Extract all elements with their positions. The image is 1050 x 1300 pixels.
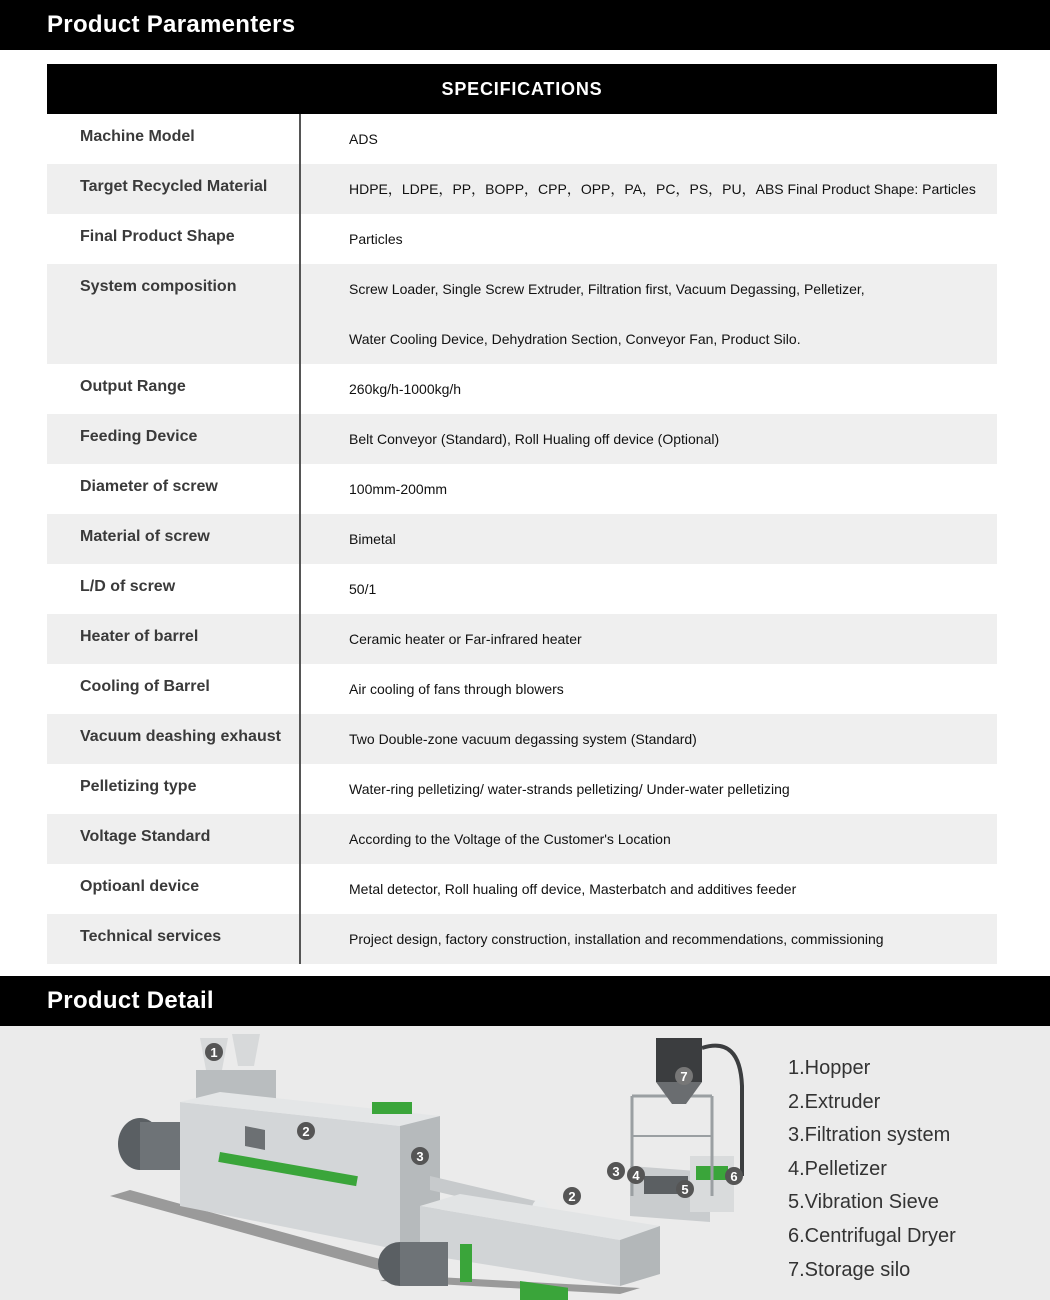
marker-3b-label: 3 <box>612 1164 620 1179</box>
spec-value <box>301 564 997 614</box>
spec-value-line: Bimetal <box>349 531 396 547</box>
legend-item: 3.Filtration system <box>788 1124 951 1147</box>
legend-item: 2.Extruder <box>788 1090 881 1113</box>
spec-label: Technical services <box>47 914 301 964</box>
spec-value-line: Two Double-zone vacuum degassing system (Standard) <box>349 731 697 747</box>
spec-label: Output Range <box>47 364 301 414</box>
spec-label: Machine Model <box>47 114 301 164</box>
spec-value-line: Screw Loader, Single Screw Extruder, Filtration first, Vacuum Degassing, Pelletizer, <box>349 281 865 297</box>
product-detail-title: Product Detail <box>47 987 214 1014</box>
spec-value-line: Water-ring pelletizing/ water-strands pelletizing/ Under-water pelletizing <box>349 781 790 797</box>
spec-row-material-of-screw <box>47 514 997 564</box>
spec-value-line: Ceramic heater or Far-infrared heater <box>349 631 582 647</box>
spec-row-ld-of-screw <box>47 564 997 614</box>
spec-value-line: Particles <box>349 231 403 247</box>
spec-row-diameter-of-screw <box>47 464 997 514</box>
spec-value-line: Metal detector, Roll hualing off device, Masterbatch and additives feeder <box>349 881 797 897</box>
spec-label: Material of screw <box>47 514 301 564</box>
spec-value <box>301 514 997 564</box>
marker-4-label: 4 <box>632 1168 640 1183</box>
spec-value-line: 50/1 <box>349 581 377 597</box>
spec-value-line: Belt Conveyor (Standard), Roll Hualing off device (Optional) <box>349 431 720 447</box>
spec-value <box>301 914 997 964</box>
spec-row-final-product-shape <box>47 214 997 264</box>
spec-value <box>301 714 997 764</box>
spec-row-output-range <box>47 364 997 414</box>
spec-label: Pelletizing type <box>47 764 301 814</box>
spec-row-pelletizing-type <box>47 764 997 814</box>
spec-value <box>301 614 997 664</box>
product-parameters-title: Product Paramenters <box>47 11 296 38</box>
spec-label: Feeding Device <box>47 414 301 464</box>
spec-value <box>301 164 997 214</box>
spec-value <box>301 214 997 264</box>
marker-7-label: 7 <box>680 1069 688 1084</box>
spec-label: System composition <box>47 264 301 364</box>
marker-5-label: 5 <box>681 1182 689 1197</box>
machine-illustration <box>100 1026 760 1300</box>
spec-value <box>301 364 997 414</box>
spec-value <box>301 114 997 164</box>
marker-2-label: 2 <box>302 1124 310 1139</box>
spec-label: Optioanl device <box>47 864 301 914</box>
spec-row-system-composition <box>47 264 997 364</box>
legend-item: 1.Hopper <box>788 1057 871 1079</box>
spec-row-cooling-of-barrel <box>47 664 997 714</box>
legend-item: 5.Vibration Sieve <box>788 1191 939 1214</box>
spec-row-voltage-standard <box>47 814 997 864</box>
spec-label: Diameter of screw <box>47 464 301 514</box>
spec-row-technical-services <box>47 914 997 964</box>
spec-value <box>301 664 997 714</box>
spec-label: Final Product Shape <box>47 214 301 264</box>
marker-1-label: 1 <box>210 1045 218 1060</box>
product-parameters-title-bar <box>0 0 1050 50</box>
spec-value <box>301 764 997 814</box>
specifications-table <box>47 64 997 964</box>
specifications-header <box>47 64 997 114</box>
spec-value-line: 100mm-200mm <box>349 481 448 497</box>
marker-2b-label: 2 <box>568 1189 576 1204</box>
spec-row-feeding-device <box>47 414 997 464</box>
spec-value <box>301 464 997 514</box>
spec-value-line: HDPE，LDPE，PP，BOPP，CPP，OPP，PA，PC，PS，PU，ABS Final Product Shape: Particles <box>349 181 976 197</box>
marker-6-label: 6 <box>730 1169 738 1184</box>
component-legend <box>788 1052 956 1287</box>
spec-row-target-recycled-material <box>47 164 997 214</box>
marker-3-label: 3 <box>416 1149 424 1164</box>
spec-value-line: According to the Voltage of the Customer's Location <box>349 831 671 847</box>
legend-item: 4.Pelletizer <box>788 1157 887 1180</box>
spec-label: Target Recycled Material <box>47 164 301 214</box>
legend-item: 7.Storage silo <box>788 1258 911 1281</box>
spec-value <box>301 814 997 864</box>
spec-row-machine-model <box>47 114 997 164</box>
specifications-header-label: SPECIFICATIONS <box>441 78 603 99</box>
spec-row-vacuum-deashing-exhaust <box>47 714 997 764</box>
product-detail-area <box>0 1026 1050 1300</box>
spec-value-line: 260kg/h-1000kg/h <box>349 381 462 397</box>
product-detail-title-bar <box>0 976 1050 1026</box>
spec-value <box>301 864 997 914</box>
spec-value-line: Air cooling of fans through blowers <box>349 681 564 697</box>
spec-value-line: Water Cooling Device, Dehydration Section, Conveyor Fan, Product Silo. <box>349 331 801 347</box>
spec-row-heater-of-barrel <box>47 614 997 664</box>
spec-label: Cooling of Barrel <box>47 664 301 714</box>
spec-value-line: ADS <box>349 131 378 147</box>
spec-label: Heater of barrel <box>47 614 301 664</box>
spec-value <box>301 414 997 464</box>
spec-value-line: Project design, factory construction, installation and recommendations, commissioning <box>349 931 884 947</box>
spec-label: Voltage Standard <box>47 814 301 864</box>
spec-value <box>301 264 997 364</box>
spec-label: Vacuum deashing exhaust <box>47 714 301 764</box>
spec-label: L/D of screw <box>47 564 301 614</box>
legend-item: 6.Centrifugal Dryer <box>788 1224 956 1247</box>
spec-row-optional-device <box>47 864 997 914</box>
